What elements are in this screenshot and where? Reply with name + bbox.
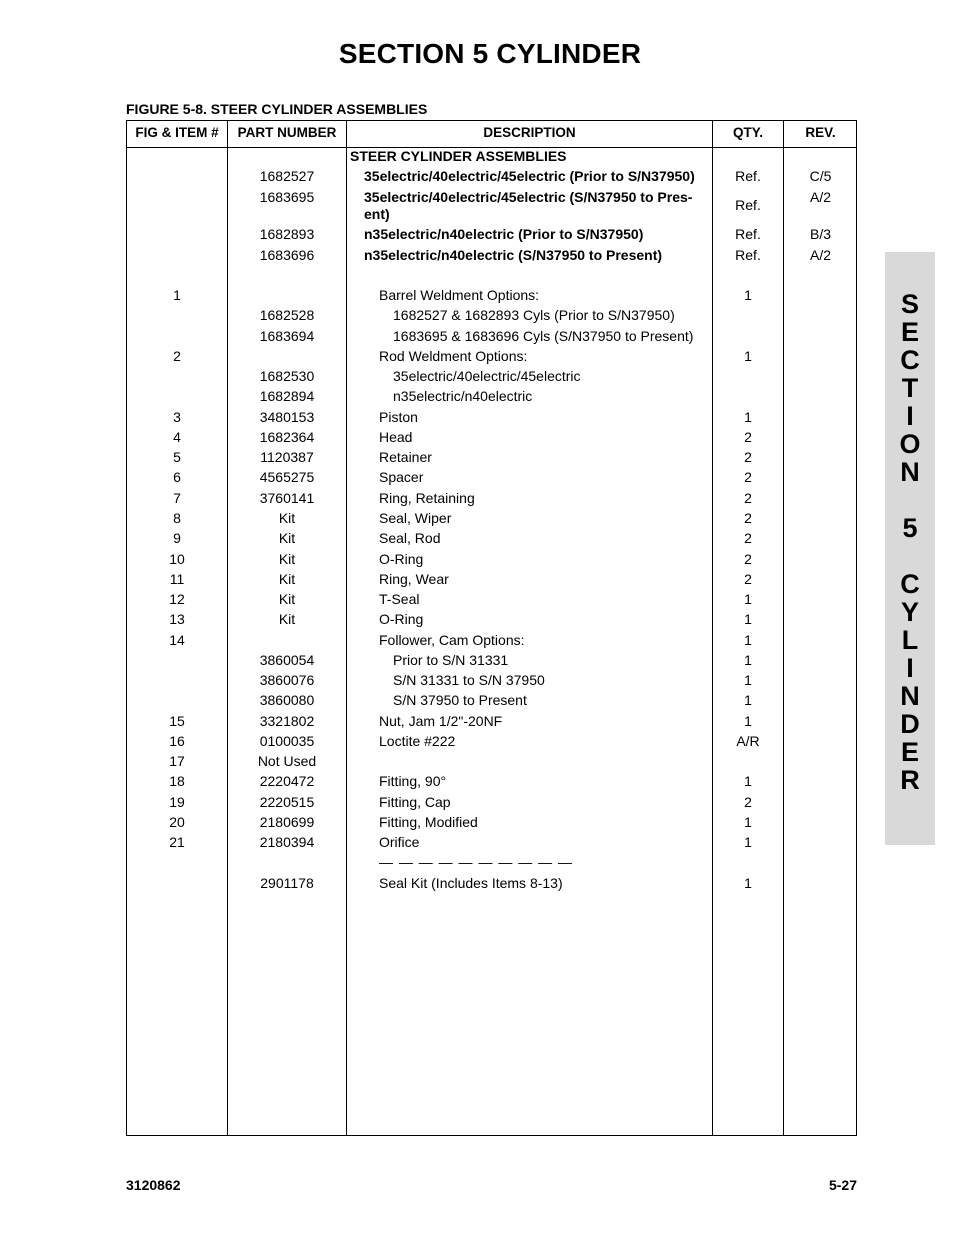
rev-cell: B/3 <box>809 226 831 242</box>
desc-cell: Spacer <box>379 469 424 485</box>
fig-cell: 4 <box>173 429 181 445</box>
qty-cell: 1 <box>744 591 752 607</box>
desc-cell: 35electric/40electric/45electric (S/N37950 to Pres- <box>364 189 693 205</box>
qty-cell: 1 <box>744 287 752 303</box>
part-cell: Kit <box>278 530 296 546</box>
qty-cell: 2 <box>744 490 752 506</box>
column-divider <box>712 121 713 1135</box>
part-cell: 1682528 <box>259 307 315 323</box>
desc-cell: Fitting, Cap <box>379 794 451 810</box>
side-tab-letter: D <box>900 709 920 739</box>
side-tab-letter: E <box>900 317 919 347</box>
desc-cell: T-Seal <box>379 591 420 607</box>
qty-cell: 2 <box>744 449 752 465</box>
desc-cell: Follower, Cam Options: <box>379 632 525 648</box>
fig-cell: 15 <box>169 713 185 729</box>
side-tab-letter: T <box>901 373 919 403</box>
desc-cell: 35electric/40electric/45electric <box>393 368 581 384</box>
qty-cell: 1 <box>744 692 752 708</box>
side-tab-letter: L <box>901 625 919 655</box>
part-cell: Kit <box>278 551 296 567</box>
part-cell: Kit <box>278 591 296 607</box>
section-side-tab <box>885 252 935 845</box>
part-cell: 3860054 <box>259 652 315 668</box>
desc-cell: Loctite #222 <box>379 733 456 749</box>
qty-cell: 1 <box>744 814 752 830</box>
desc-cell: STEER CYLINDER ASSEMBLIES <box>350 148 567 164</box>
fig-cell: 19 <box>169 794 185 810</box>
part-cell: Not Used <box>257 753 317 769</box>
part-cell: 0100035 <box>259 733 315 749</box>
header-fig-item: FIG & ITEM # <box>135 125 219 140</box>
qty-cell: 1 <box>744 834 752 850</box>
desc-cell: O-Ring <box>379 611 424 627</box>
desc-cell: Seal Kit (Includes Items 8-13) <box>379 875 563 891</box>
part-cell: 2901178 <box>260 875 314 891</box>
side-tab-letter: 5 <box>902 513 918 543</box>
fig-cell: 14 <box>169 632 185 648</box>
qty-cell: 1 <box>744 409 752 425</box>
part-cell: 2180699 <box>259 814 315 830</box>
document-number: 3120862 <box>126 1177 181 1193</box>
qty-cell: 1 <box>744 875 752 891</box>
part-cell: 1682364 <box>259 429 315 445</box>
fig-cell: 7 <box>173 490 181 506</box>
desc-cell: n35electric/n40electric (Prior to S/N37950) <box>364 226 644 242</box>
side-tab-letter: R <box>900 765 920 795</box>
fig-cell: 1 <box>173 287 181 303</box>
desc-cell: Seal, Rod <box>379 530 441 546</box>
part-cell: Kit <box>278 571 296 587</box>
part-cell: 2220472 <box>259 773 315 789</box>
fig-cell: 16 <box>169 733 185 749</box>
part-cell: 1120387 <box>260 449 314 465</box>
qty-cell: Ref. <box>735 226 761 242</box>
qty-cell: 1 <box>744 652 752 668</box>
part-cell: 4565275 <box>259 469 315 485</box>
qty-cell: 1 <box>744 348 752 364</box>
part-cell: 3321802 <box>259 713 315 729</box>
header-description: DESCRIPTION <box>483 125 576 140</box>
part-cell: Kit <box>278 510 296 526</box>
part-cell: 1683696 <box>259 247 315 263</box>
qty-cell: 1 <box>744 611 752 627</box>
qty-cell: 2 <box>744 510 752 526</box>
qty-cell: 1 <box>744 632 752 648</box>
qty-cell: 2 <box>744 530 752 546</box>
qty-cell: 1 <box>744 672 752 688</box>
desc-cell: O-Ring <box>379 551 424 567</box>
column-divider <box>227 121 228 1135</box>
desc-cell: Prior to S/N 31331 <box>393 652 509 668</box>
desc-cell: 1682527 & 1682893 Cyls (Prior to S/N37950) <box>393 307 675 323</box>
desc-cell-continued: ent) <box>364 206 390 222</box>
desc-cell: Seal, Wiper <box>379 510 452 526</box>
fig-cell: 18 <box>169 773 185 789</box>
fig-cell: 17 <box>169 753 185 769</box>
desc-cell: Orifice <box>379 834 420 850</box>
side-tab-letter: O <box>899 429 921 459</box>
desc-cell: Ring, Wear <box>379 571 449 587</box>
side-tab-letter: C <box>900 345 920 375</box>
qty-cell: 2 <box>744 571 752 587</box>
header-qty: QTY. <box>732 125 763 140</box>
desc-cell: Rod Weldment Options: <box>379 348 528 364</box>
qty-cell: 1 <box>744 713 752 729</box>
part-cell: 1682893 <box>259 226 315 242</box>
part-cell: 1682894 <box>259 388 315 404</box>
section-title: SECTION 5 CYLINDER <box>338 38 642 69</box>
part-cell: 1682527 <box>259 168 315 184</box>
desc-cell: Ring, Retaining <box>379 490 475 506</box>
parts-table <box>126 120 857 1136</box>
qty-cell: 2 <box>744 429 752 445</box>
rev-cell: A/2 <box>809 247 831 263</box>
separator-dashes: — — — — — — — — — — <box>379 854 574 870</box>
fig-cell: 9 <box>173 530 181 546</box>
part-cell: 1683694 <box>259 328 315 344</box>
page-number: 5-27 <box>828 1177 857 1193</box>
part-cell: 1682530 <box>259 368 315 384</box>
part-cell: 3480153 <box>259 409 315 425</box>
qty-cell: 2 <box>744 794 752 810</box>
desc-cell: Retainer <box>379 449 432 465</box>
qty-cell: 1 <box>744 773 752 789</box>
desc-cell: 1683695 & 1683696 Cyls (S/N37950 to Present) <box>393 328 694 344</box>
fig-cell: 2 <box>173 348 181 364</box>
fig-cell: 10 <box>169 551 185 567</box>
desc-cell: S/N 37950 to Present <box>393 692 527 708</box>
part-cell: 3860076 <box>259 672 315 688</box>
part-cell: Kit <box>278 611 296 627</box>
side-tab-letter: N <box>900 457 920 487</box>
desc-cell: 35electric/40electric/45electric (Prior to S/N37950) <box>364 168 695 184</box>
qty-cell: Ref. <box>735 247 761 263</box>
side-tab-letter: I <box>906 653 914 683</box>
desc-cell: n35electric/n40electric (S/N37950 to Present) <box>364 247 663 263</box>
column-divider <box>346 121 347 1135</box>
fig-cell: 5 <box>173 449 181 465</box>
desc-cell: S/N 31331 to S/N 37950 <box>393 672 545 688</box>
part-cell: 3860080 <box>259 692 315 708</box>
side-tab-letter: Y <box>900 597 919 627</box>
side-tab-letter: C <box>900 569 920 599</box>
qty-cell: 2 <box>744 469 752 485</box>
desc-cell: Barrel Weldment Options: <box>379 287 540 303</box>
fig-cell: 11 <box>169 571 185 587</box>
side-tab-letter: S <box>900 289 919 319</box>
desc-cell: Fitting, 90° <box>379 773 447 789</box>
fig-cell: 21 <box>169 834 185 850</box>
rev-cell: A/2 <box>809 189 831 205</box>
qty-cell: A/R <box>736 733 760 749</box>
desc-cell: Head <box>379 429 413 445</box>
part-cell: 3760141 <box>259 490 315 506</box>
side-tab-letter: I <box>906 401 914 431</box>
desc-cell: n35electric/n40electric <box>393 388 533 404</box>
part-cell: 2180394 <box>259 834 315 850</box>
desc-cell: Piston <box>379 409 418 425</box>
qty-cell: Ref. <box>735 168 761 184</box>
header-rev: REV. <box>805 125 836 140</box>
desc-cell: Fitting, Modified <box>379 814 478 830</box>
side-tab-letter: E <box>900 737 919 767</box>
figure-title: FIGURE 5-8. STEER CYLINDER ASSEMBLIES <box>126 101 428 117</box>
column-divider <box>783 121 784 1135</box>
qty-cell: Ref. <box>735 197 761 213</box>
fig-cell: 8 <box>173 510 181 526</box>
side-tab-letter: N <box>900 681 920 711</box>
rev-cell: C/5 <box>809 168 832 184</box>
fig-cell: 20 <box>169 814 185 830</box>
fig-cell: 13 <box>169 611 185 627</box>
fig-cell: 6 <box>173 469 181 485</box>
fig-cell: 12 <box>169 591 185 607</box>
qty-cell: 2 <box>744 551 752 567</box>
fig-cell: 3 <box>173 409 181 425</box>
part-cell: 1683695 <box>259 189 315 205</box>
desc-cell: Nut, Jam 1/2"-20NF <box>379 713 503 729</box>
part-cell: 2220515 <box>259 794 315 810</box>
header-part-number: PART NUMBER <box>237 125 337 140</box>
